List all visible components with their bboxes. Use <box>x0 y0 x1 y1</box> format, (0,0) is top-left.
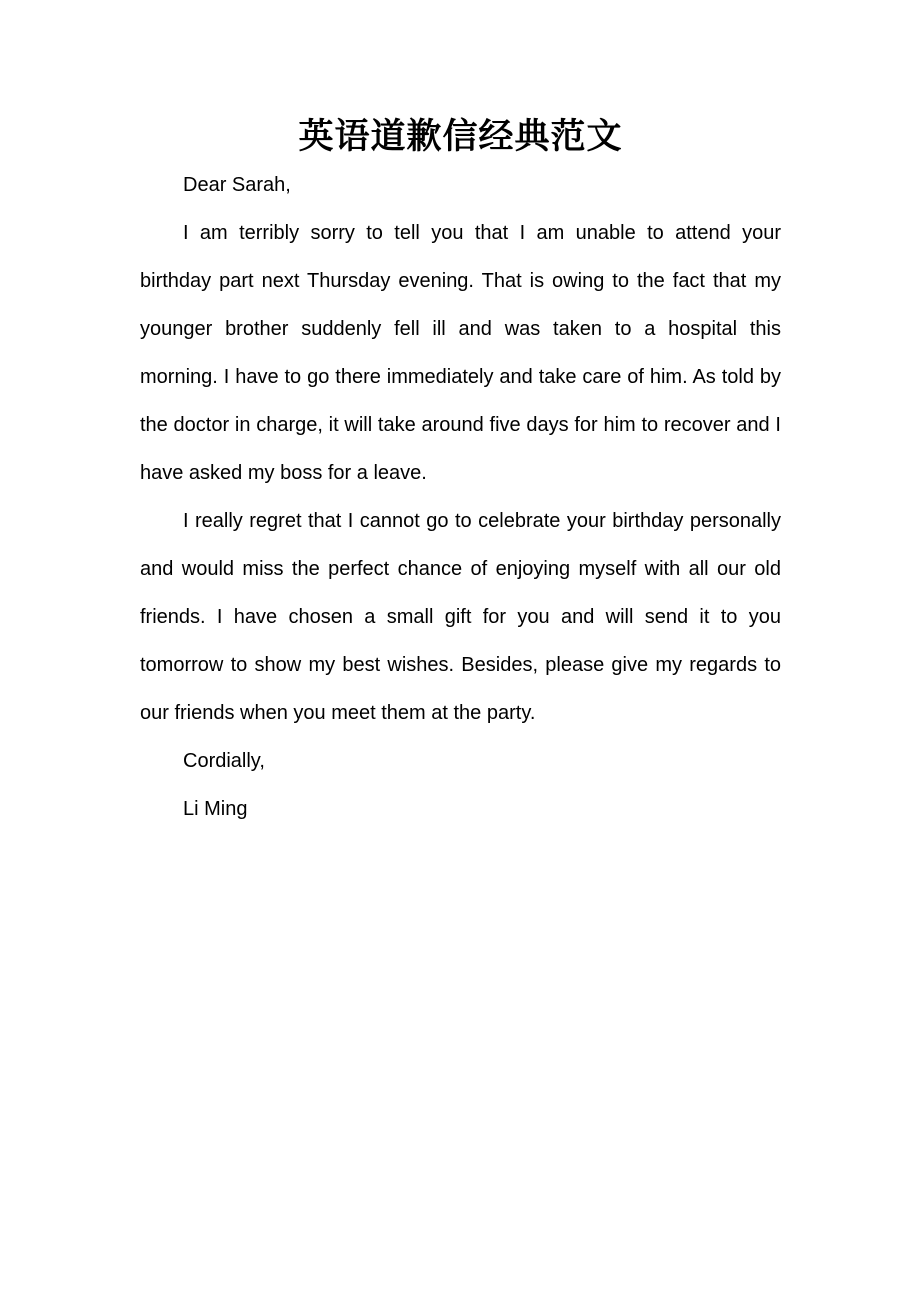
letter-paragraph-1: I am terribly sorry to tell you that I am unable to attend your birthday part next Thursday evening. That is owing to the fact that my younger brother suddenly fell ill and was taken to a hospital this morning. I have to go there immediately and take care of him. As told by the doctor in charge, it will take around five days for him to recover and I have asked my boss for a leave. <box>140 222 781 484</box>
letter-body <box>140 161 781 833</box>
letter-closing: Cordially, <box>183 750 265 772</box>
document-title: 英语道歉信经典范文 <box>298 117 623 156</box>
letter-signature: Li Ming <box>183 798 248 820</box>
letter-paragraph-2: I really regret that I cannot go to celebrate your birthday personally and would miss the perfect chance of enjoying myself with all our old friends. I have chosen a small gift for you and will send it to you tomorrow to show my best wishes. Besides, please give my regards to our friends when you meet them at the party. <box>140 510 781 724</box>
letter-salutation: Dear Sarah, <box>183 174 291 196</box>
